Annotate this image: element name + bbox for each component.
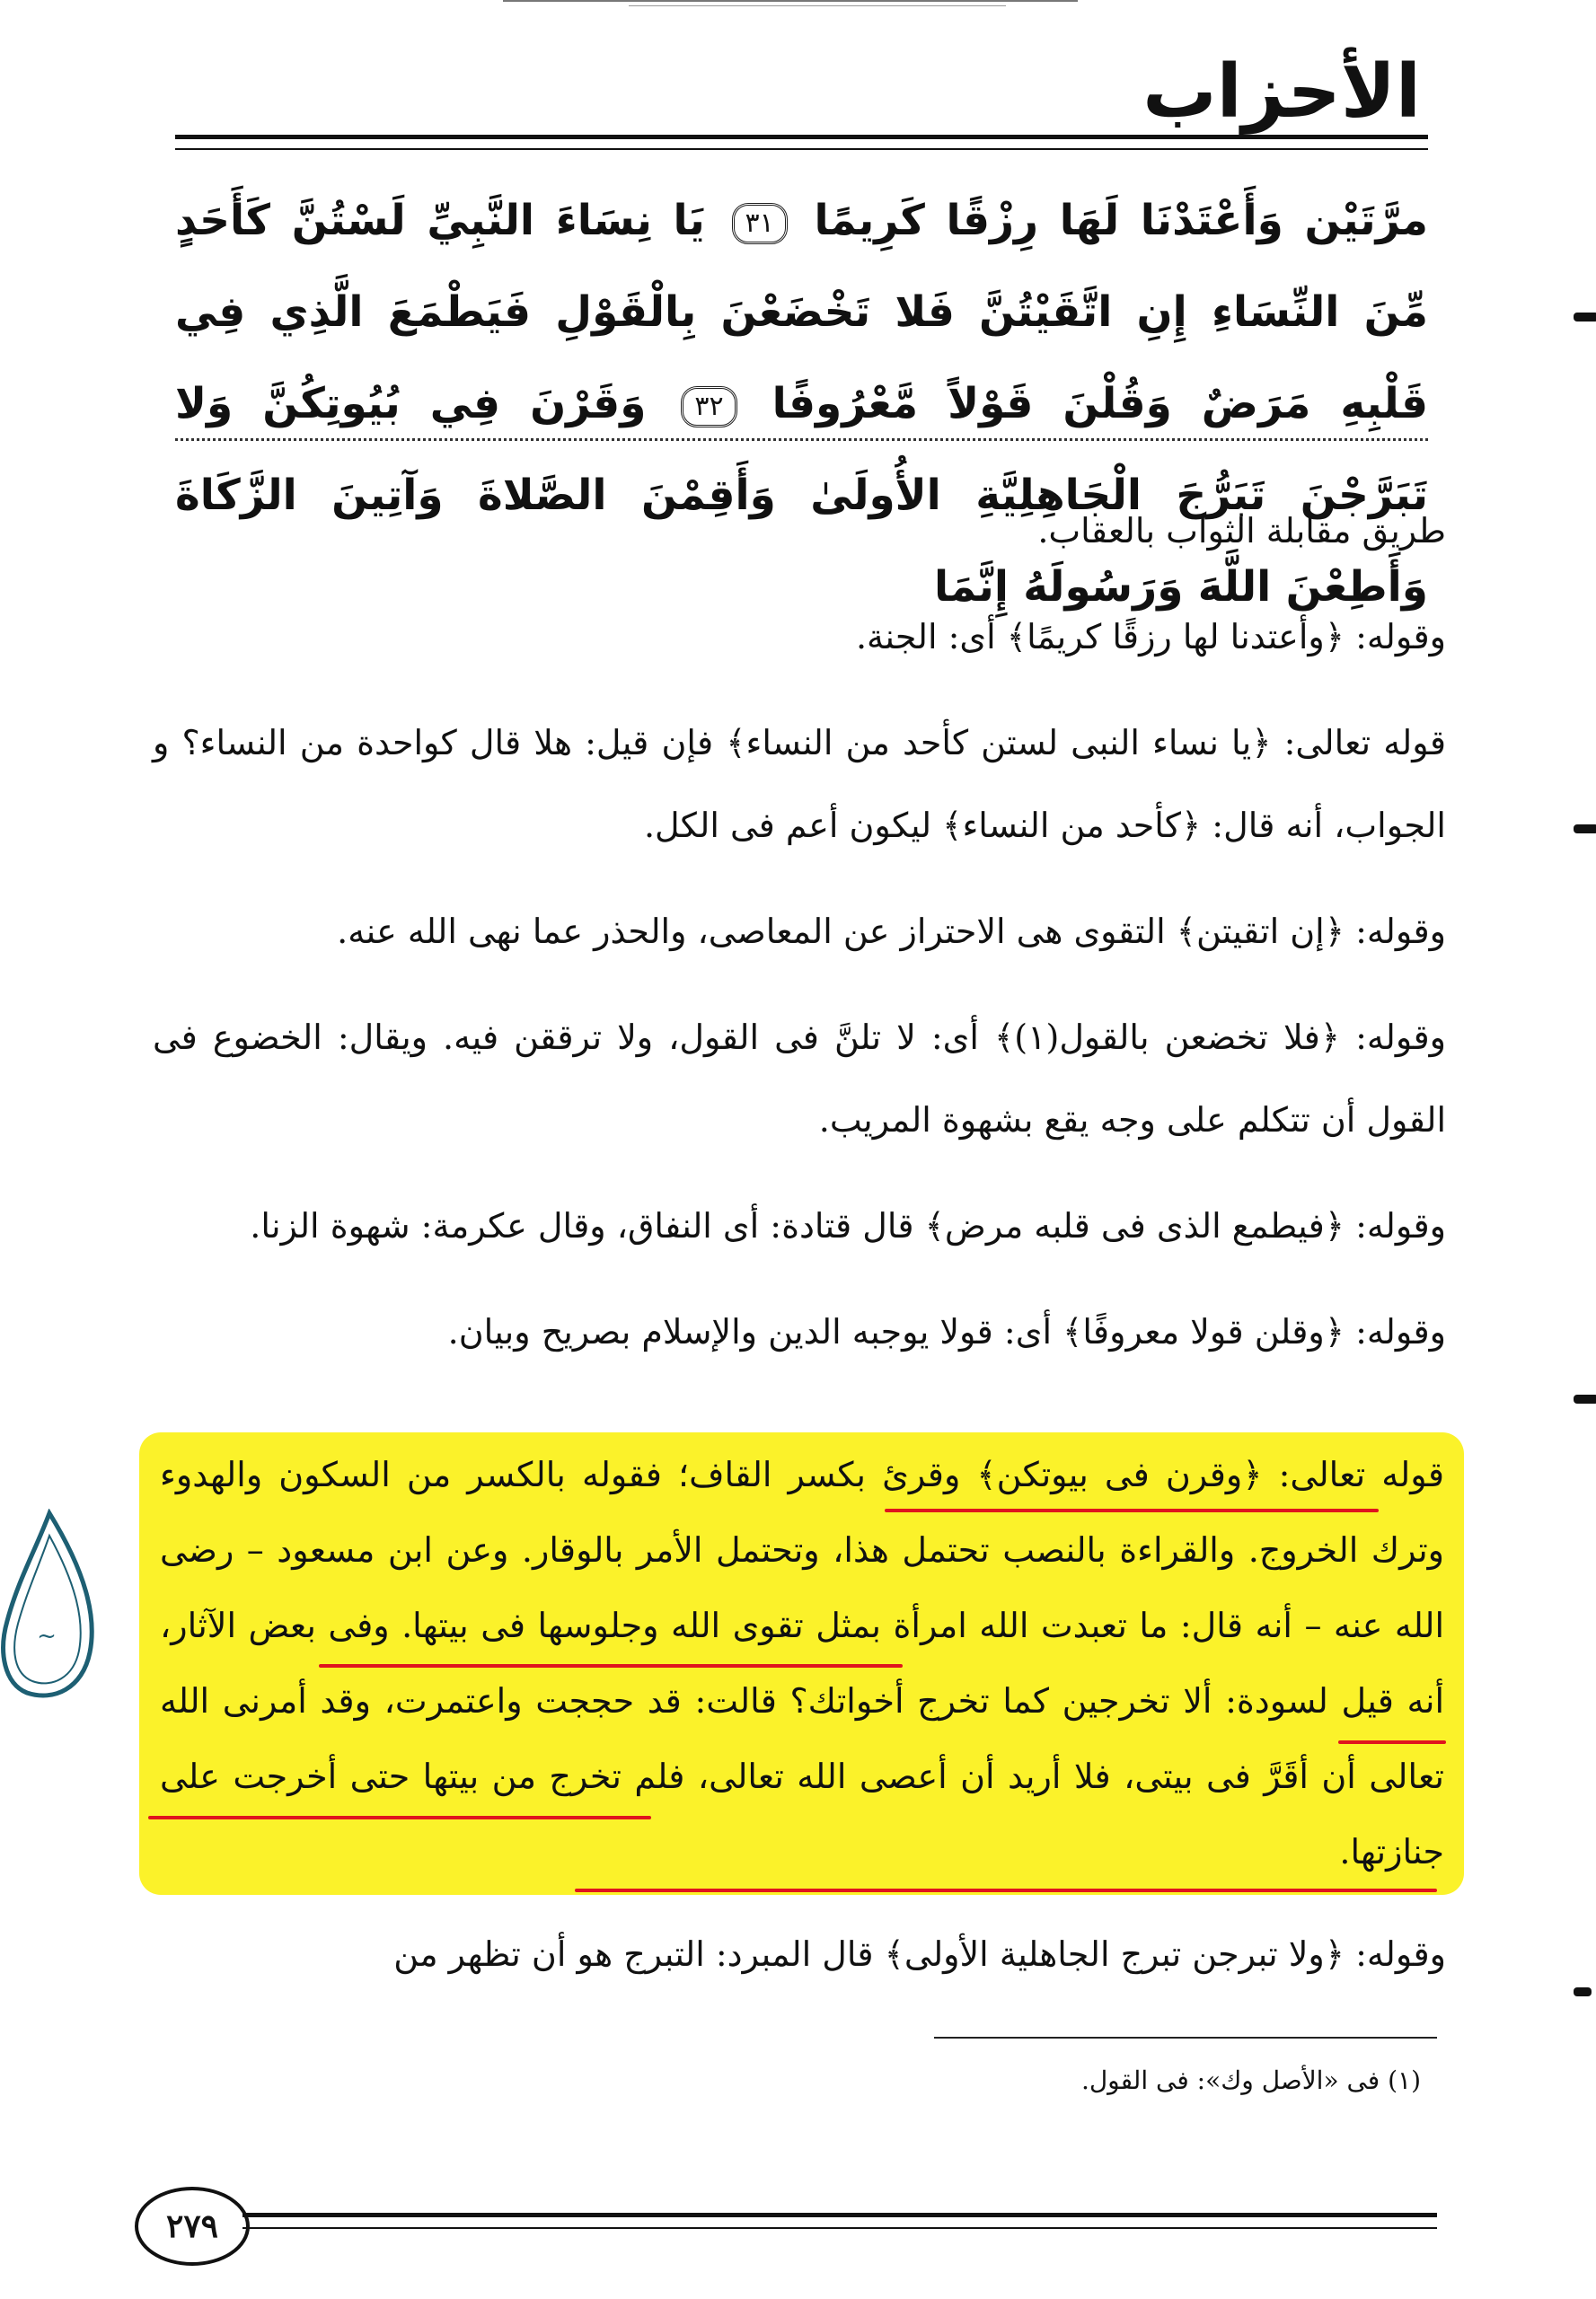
- red-underline: [319, 1664, 903, 1668]
- top-edge-rule-thin: [629, 5, 1006, 6]
- watermark-logo: [0, 1509, 99, 1706]
- paragraph: قوله تعالى: ﴿يا نساء النبى لستن كأحد من النساء﴾ فإن قيل: هلا قال كواحدة من النساء؟ و الجواب، أنه قال: ﴿كأحد من النساء﴾ ليكون أعم فى الكل.: [153, 723, 1446, 845]
- highlighted-paragraph: قوله تعالى: ﴿وقرن فى بيوتكن﴾ وقرئ بكسر القاف؛ فقوله بالكسر من السكون والهدوء وترك الخروج. والقراءة بالنصب تحتمل هذا، وتحتمل الأمر بالوقار. وعن ابن مسعود – رضى الله عنه – أنه قال: ما تعبدت الله امرأة بمثل تقوى الله وجلوسها فى بيتها. وفى بعض الآثار، أنه قيل لسودة: ألا تخرجين كما تخرج أخواتك؟ قالت: قد حججت واعتمرت، وقد أمرنى الله تعالى أن أقَرَّ فى بيتى، فلا أريد أن أعصى الله تعالى، فلم تخرج من بيتها حتى أخرجت على جنازتها.: [160, 1455, 1444, 1872]
- quran-verse-part2: يَا نِسَاءَ النَّبِيِّ لَسْتُنَّ كَأَحَدٍ مِّنَ النِّسَاءِ إِنِ اتَّقَيْتُنَّ فَلا تَخْضَعْنَ بِالْقَوْلِ فَيَطْمَعَ الَّذِي فِي قَلْبِهِ مَرَضٌ وَقُلْنَ قَوْلاً مَّعْرُوفًا: [175, 196, 1428, 428]
- red-underline: [885, 1509, 1379, 1512]
- footer-rule-thick: [242, 2213, 1437, 2217]
- aya-number-32: ٣٢: [681, 386, 736, 427]
- sura-title: الأحزاب: [1142, 49, 1421, 135]
- paragraph: وقوله: ﴿إن اتقيتن﴾ التقوى هى الاحتراز عن المعاصى، والحذر عما نهى الله عنه.: [337, 912, 1446, 951]
- commentary-body: [153, 489, 1446, 1396]
- quran-divider: [175, 438, 1428, 441]
- footnote: (١) فى «الأصل وك»: فى القول.: [1080, 2066, 1421, 2095]
- paragraph: طريق مقابلة الثواب بالعقاب.: [1037, 511, 1446, 551]
- header-rule-thick: [175, 135, 1428, 139]
- paragraph: وقوله: ﴿وأعتدنا لها رزقًا كريمًا﴾ أى: الجنة.: [855, 617, 1446, 656]
- quran-verse-part1: مرَّتَيْن وَأَعْتَدْنَا لَهَا رِزْقًا كَرِيمًا: [814, 196, 1428, 245]
- paragraph: وقوله: ﴿فيطمع الذى فى قلبه مرض﴾ قال قتادة: أى النفاق، وقال عكرمة: شهوة الزنا.: [250, 1206, 1446, 1246]
- top-edge-rule: [503, 0, 1078, 2]
- red-underline: [575, 1889, 1437, 1892]
- paragraph-continued: وقوله: ﴿ولا تبرجن تبرج الجاهلية الأولى﴾ قال المبرد: التبرج هو أن تظهر من: [393, 1934, 1446, 1974]
- red-underline: [148, 1816, 651, 1819]
- margin-mark: [1574, 824, 1596, 833]
- aya-number-31: ٣١: [732, 203, 788, 244]
- page-number: ٢٧٩: [135, 2187, 250, 2266]
- svg-text:~: ~: [37, 1623, 57, 1650]
- red-underline: [1338, 1740, 1446, 1744]
- paragraph: وقوله: ﴿وقلن قولا معروفًا﴾ أى: قولا يوجبه الدين والإسلام بصريح وبيان.: [447, 1312, 1446, 1352]
- paragraph: وقوله: ﴿فلا تخضعن بالقول(١)﴾ أى: لا تلنَّ فى القول، ولا ترققن فيه. ويقال: الخضوع فى القول أن تتكلم على وجه يقع بشهوة المريب.: [153, 1017, 1446, 1140]
- header-rule-thin: [175, 148, 1428, 150]
- margin-mark: [1574, 1395, 1596, 1404]
- footnote-rule: [934, 2037, 1437, 2039]
- quran-verse-part3: وَقَرْنَ فِي بُيُوتِكُنَّ وَلا تَبَرَّجْنَ تَبَرُّجَ الْجَاهِلِيَّةِ الأُولَىٰ وَأَقِمْنَ الصَّلاةَ وَآتِينَ الزَّكَاةَ وَأَطِعْنَ اللَّهَ وَرَسُولَهُ إِنَّمَا: [175, 379, 1428, 612]
- margin-mark: [1574, 313, 1596, 322]
- margin-mark: [1574, 1987, 1592, 1996]
- footer-rule-thin: [242, 2227, 1437, 2229]
